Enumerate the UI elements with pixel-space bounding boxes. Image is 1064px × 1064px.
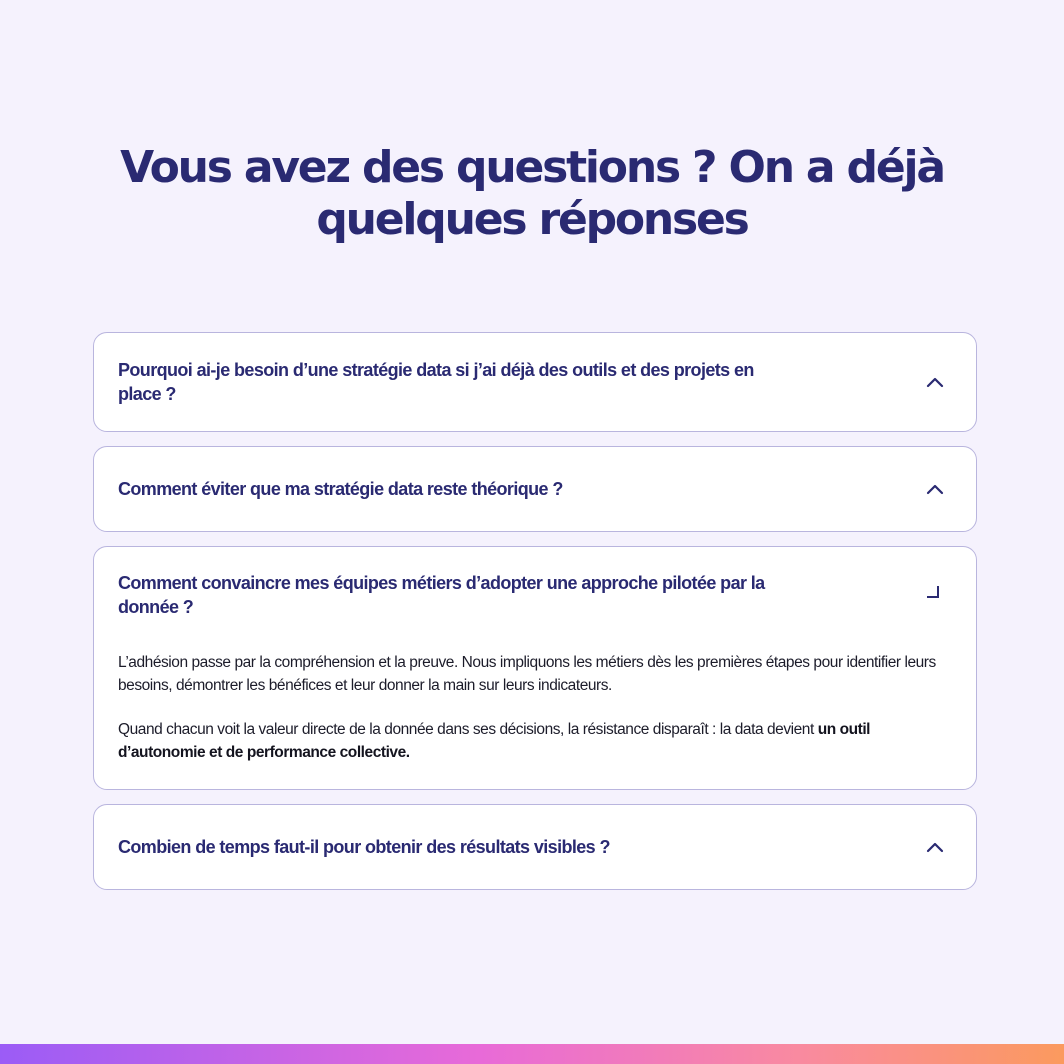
answer-text: Quand chacun voit la valeur directe de la donnée dans ses décisions, la résistance disparaît : la data devient	[118, 721, 818, 738]
faq-question[interactable]: Comment convaincre mes équipes métiers d’adopter une approche pilotée par la donnée ?	[118, 573, 765, 617]
faq-list	[93, 332, 977, 904]
faq-item[interactable]	[93, 446, 977, 532]
page-title: Vous avez des questions ? On a déjà quelques réponses	[120, 142, 944, 245]
faq-item-expanded[interactable]	[93, 546, 977, 790]
answer-paragraph	[118, 718, 954, 764]
corner-icon[interactable]	[926, 585, 940, 599]
answer-paragraph: L’adhésion passe par la compréhension et la preuve. Nous impliquons les métiers dès les premières étapes pour identifier leurs besoins, démontrer les bénéfices et leur donner la main sur leurs indicateurs.	[118, 654, 936, 694]
chevron-up-icon[interactable]	[924, 371, 946, 393]
answer-highlight: un outil d’autonomie et de performance collective.	[118, 721, 871, 761]
chevron-up-icon[interactable]	[924, 478, 946, 500]
faq-item[interactable]	[93, 332, 977, 432]
faq-question[interactable]: Pourquoi ai-je besoin d’une stratégie data si j’ai déjà des outils et des projets en place ?	[118, 360, 754, 404]
faq-answer	[118, 651, 954, 785]
faq-question[interactable]: Comment éviter que ma stratégie data reste théorique ?	[118, 479, 563, 499]
gradient-bar	[0, 1044, 1064, 1064]
faq-question[interactable]: Combien de temps faut-il pour obtenir des résultats visibles ?	[118, 837, 610, 857]
faq-item[interactable]	[93, 804, 977, 890]
chevron-up-icon[interactable]	[924, 836, 946, 858]
